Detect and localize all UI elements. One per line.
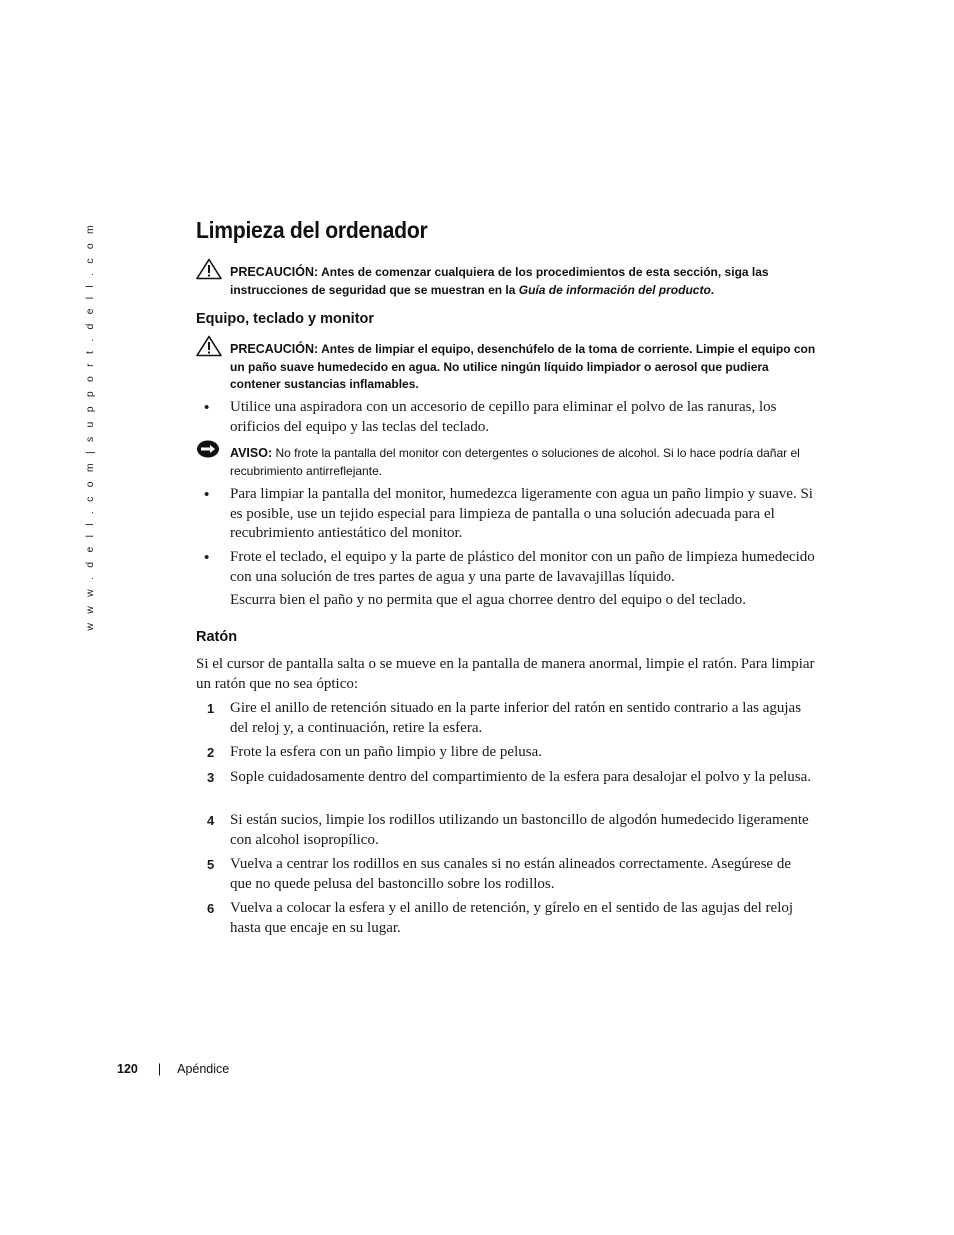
step-item [196, 768, 816, 788]
list-item-continuation [196, 591, 816, 611]
list-item [196, 548, 816, 587]
footer-section: Apéndice [177, 1062, 230, 1076]
caution-text: PRECAUCIÓN: Antes de limpiar el equipo, desenchúfelo de la toma de corriente. Limpie el equipo con un paño suave humedecido en agua. No utilice ningún líquido limpiador o aerosol que pudiera contener sustancias inflamables. [230, 342, 816, 391]
notice-label: AVISO: [230, 446, 273, 460]
step-number: 6 [207, 901, 215, 916]
bullet-icon: • [204, 486, 210, 503]
step-number: 5 [207, 857, 215, 872]
list-item-text: Utilice una aspiradora con un accesorio de cepillo para eliminar el polvo de las ranuras, los orificios del equipo y las teclas del teclado. [230, 399, 777, 435]
bullet-icon: • [204, 549, 210, 566]
page-title: Limpieza del ordenador [196, 217, 428, 243]
step-item [196, 855, 816, 894]
footer-separator: | [157, 1062, 162, 1076]
list-item [196, 398, 816, 437]
notice-hand-icon [196, 439, 220, 459]
page-footer [117, 1062, 229, 1076]
warning-triangle-icon [196, 258, 222, 280]
step-number: 2 [207, 745, 215, 760]
section-heading-equipo: Equipo, teclado y monitor [196, 311, 375, 327]
step-text: Vuelva a colocar la esfera y el anillo de retención, y gírelo en el sentido de las agujas del reloj hasta que encaje en su lugar. [230, 900, 794, 936]
section-heading-raton: Ratón [196, 629, 238, 645]
step-number: 4 [207, 813, 215, 828]
notice-box [196, 445, 816, 480]
intro-paragraph: Si el cursor de pantalla salta o se mueve en la pantalla de manera anormal, limpie el ratón. Para limpiar un ratón que no sea óptico: [196, 656, 815, 692]
list-item [196, 485, 816, 544]
step-item [196, 743, 816, 763]
product-guide-title: Guía de información del producto [518, 282, 711, 297]
step-item [196, 699, 816, 738]
page-number: 120 [117, 1062, 138, 1076]
list-item-text: Para limpiar la pantalla del monitor, humedezca ligeramente con agua un paño limpio y suave. Si es posible, use un tejido especial para limpieza de pantalla o una solución adecuada para el recubrimiento antiestático del monitor. [230, 486, 813, 541]
list-item-text: Frote el teclado, el equipo y la parte de plástico del monitor con un paño de limpieza humedecido con una solución de tres partes de agua y una parte de lavavajillas líquido. [230, 549, 815, 585]
caution-text: PRECAUCIÓN: Antes de comenzar cualquiera de los procedimientos de esta sección, siga las instrucciones de seguridad que se muestran en la Guía de información del producto. [230, 265, 769, 297]
bullet-icon: • [204, 399, 210, 416]
caution-label: PRECAUCIÓN: [230, 265, 319, 279]
caution-label: PRECAUCIÓN: [230, 342, 319, 356]
step-text: Frote la esfera con un paño limpio y libre de pelusa. [230, 744, 542, 760]
sidebar-url: w w w . d e l l . c o m | s u p p o r t . d e l l . c o m [84, 222, 96, 631]
step-item [196, 811, 816, 850]
caution-notice [196, 264, 816, 299]
step-number: 1 [207, 701, 215, 716]
list-item-text: Escurra bien el paño y no permita que el agua chorree dentro del equipo o del teclado. [230, 592, 747, 608]
warning-triangle-icon [196, 335, 222, 357]
step-text: Si están sucios, limpie los rodillos utilizando un bastoncillo de algodón humedecido ligeramente con alcohol isopropílico. [230, 812, 809, 848]
step-text: Vuelva a centrar los rodillos en sus canales si no están alineados correctamente. Asegúrese de que no quede pelusa del bastoncillo sobre los rodillos. [230, 856, 791, 892]
step-number: 3 [207, 770, 215, 785]
step-item [196, 899, 816, 938]
step-text: Gire el anillo de retención situado en la parte inferior del ratón en sentido contrario a las agujas del reloj y, a continuación, retire la esfera. [230, 700, 802, 736]
step-text: Sople cuidadosamente dentro del compartimiento de la esfera para desalojar el polvo y la pelusa. [230, 769, 812, 785]
caution-notice [196, 341, 816, 394]
notice-text: AVISO: No frote la pantalla del monitor con detergentes o soluciones de alcohol. Si lo hace podría dañar el recubrimiento antirreflejante. [230, 446, 800, 478]
